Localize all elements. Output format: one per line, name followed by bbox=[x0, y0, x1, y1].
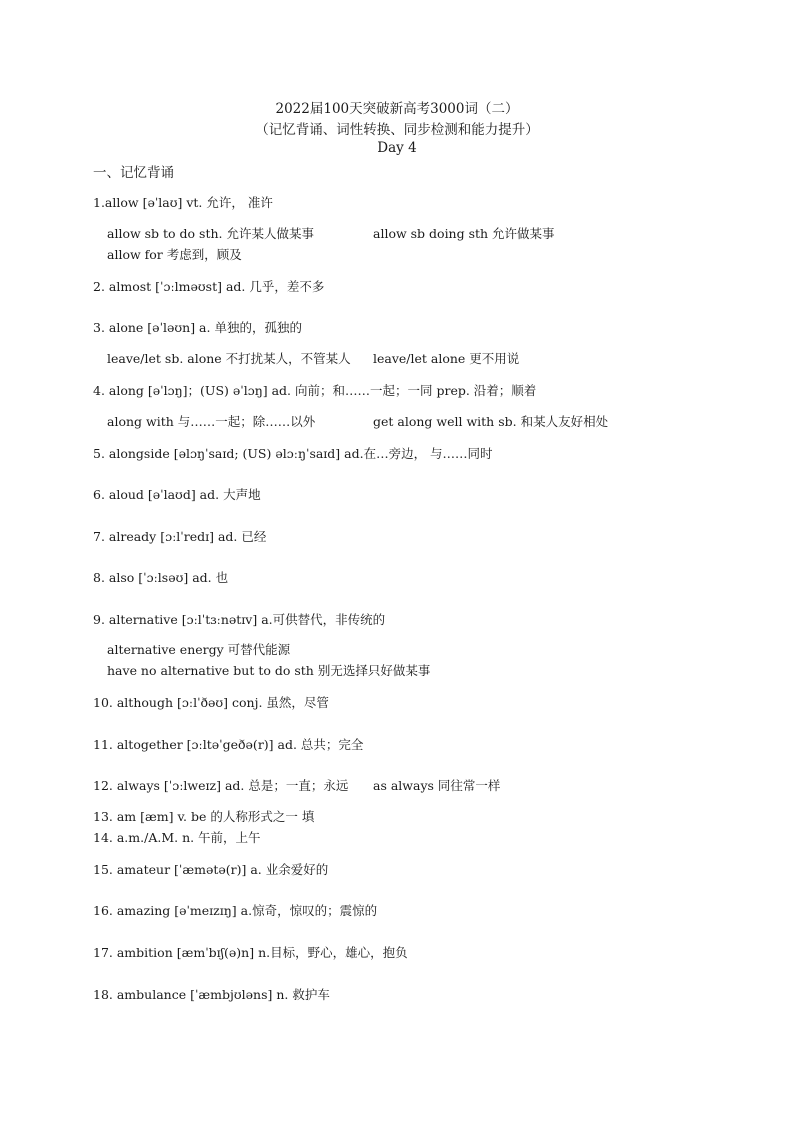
entry-almost: 2. almost [ˈɔːlməʊst] ad. 几乎，差不多 bbox=[93, 279, 325, 294]
entry-amazing: 16. amazing [əˈmeɪzɪŋ] a.惊奇，惊叹的；震惊的 bbox=[93, 903, 378, 918]
entry-alternative: 9. alternative [ɔːlˈtɜːnətɪv] a.可供替代，非传统的 bbox=[93, 612, 386, 627]
usage-as-always: as always 同往常一样 bbox=[373, 778, 501, 793]
entry-ambition: 17. ambition [æmˈbɪʃ(ə)n] n.目标，野心，雄心，抱负 bbox=[93, 945, 408, 960]
entry-alone: 3. alone [əˈləʊn] a. 单独的，孤独的 bbox=[93, 320, 302, 335]
entry-along-usage bbox=[107, 412, 707, 430]
section-heading: 一、记忆背诵 bbox=[93, 165, 174, 181]
entry-alongside: 5. alongside [əlɔŋˈsaɪd; (US) əlɔːŋˈsaɪd] ad.在…旁边， 与……同时 bbox=[93, 446, 493, 461]
doc-subtitle: （记忆背诵、词性转换、同步检测和能力提升） bbox=[255, 122, 539, 138]
doc-day: Day 4 bbox=[377, 140, 417, 156]
usage-allow-doing: allow sb doing sth 允许做某事 bbox=[373, 226, 555, 241]
entry-altogether: 11. altogether [ɔːltəˈgeðə(r)] ad. 总共；完全 bbox=[93, 737, 364, 752]
usage-allow-to-do: allow sb to do sth. 允许某人做某事 bbox=[107, 226, 314, 241]
entry-allow-usage bbox=[107, 224, 707, 242]
entry-also: 8. also [ˈɔːlsəʊ] ad. 也 bbox=[93, 570, 229, 585]
usage-leave-sb-alone: leave/let sb. alone 不打扰某人，不管某人 bbox=[107, 351, 351, 366]
entry-allow: 1.allow [əˈlaʊ] vt. 允许， 准许 bbox=[93, 195, 273, 210]
entry-am: 13. am [æm] v. be 的人称形式之一 填 bbox=[93, 809, 315, 824]
entry-already: 7. already [ɔːlˈredɪ] ad. 已经 bbox=[93, 529, 267, 544]
entry-although: 10. although [ɔːlˈðəʊ] conj. 虽然，尽管 bbox=[93, 695, 329, 710]
usage-let-alone: leave/let alone 更不用说 bbox=[373, 351, 520, 366]
usage-alternative-energy: alternative energy 可替代能源 bbox=[107, 642, 291, 657]
entry-ambulance: 18. ambulance [ˈæmbjʊləns] n. 救护车 bbox=[93, 987, 330, 1002]
doc-title: 2022届100天突破新高考3000词（二） bbox=[275, 101, 519, 117]
entry-always-text: 12. always [ˈɔːlweɪz] ad. 总是；一直；永远 bbox=[93, 778, 349, 793]
usage-get-along: get along well with sb. 和某人友好相处 bbox=[373, 414, 609, 429]
entry-always bbox=[93, 776, 693, 794]
entry-amateur: 15. amateur [ˈæmətə(r)] a. 业余爱好的 bbox=[93, 862, 329, 877]
usage-have-no-alternative: have no alternative but to do sth 别无选择只好做某事 bbox=[107, 663, 431, 678]
entry-aloud: 6. aloud [əˈlaʊd] ad. 大声地 bbox=[93, 487, 261, 502]
entry-am-pm: 14. a.m./A.M. n. 午前，上午 bbox=[93, 830, 261, 845]
usage-allow-for: allow for 考虑到，顾及 bbox=[107, 247, 242, 262]
entry-along: 4. along [əˈlɔŋ]；(US) əˈlɔŋ] ad. 向前；和……一起；一同 prep. 沿着；顺着 bbox=[93, 383, 537, 398]
usage-along-with: along with 与……一起；除……以外 bbox=[107, 414, 316, 429]
entry-alone-usage bbox=[107, 349, 707, 367]
